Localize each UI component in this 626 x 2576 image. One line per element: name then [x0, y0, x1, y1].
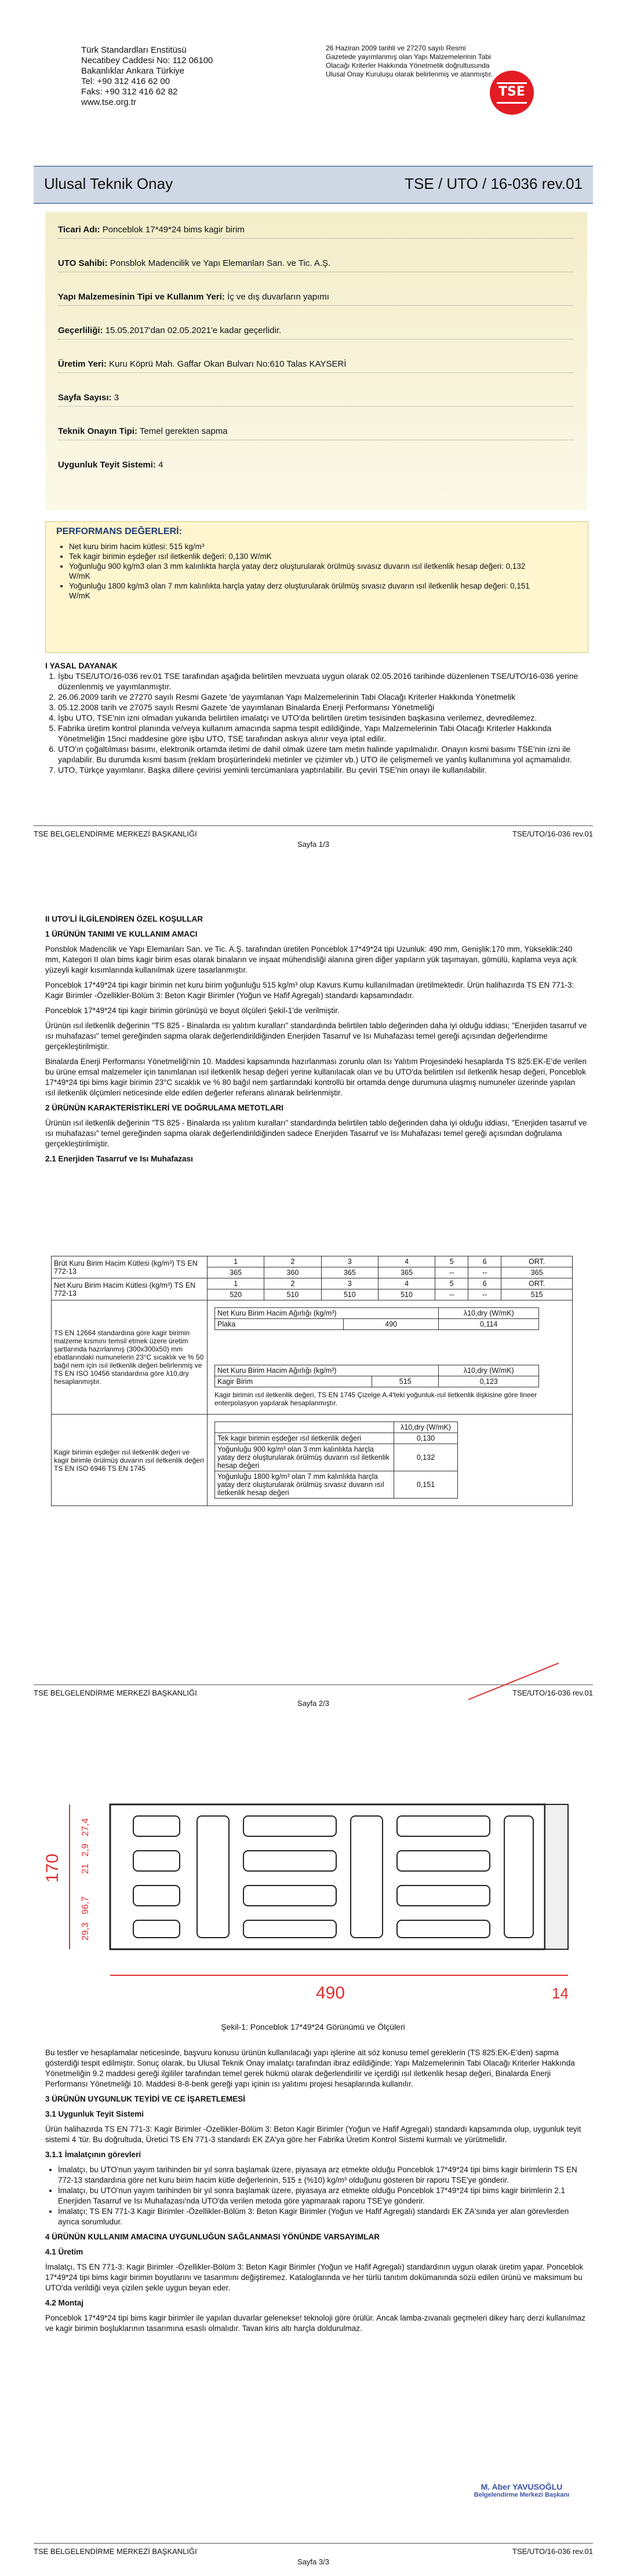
- cavity: [133, 1920, 180, 1938]
- cavity: [397, 1920, 490, 1938]
- legal-basis-section: [45, 660, 587, 775]
- table-cell: 0,123: [439, 1376, 539, 1387]
- section-4-1-paragraph: İmalatçı, TS EN 771-3: Kagir Birimler -Özellikler-Bölüm 3: Beton Kagir Birimler (Yoğun ve Hafif Agregalı) standardının uygun olarak üretim yapar. Ponceblok 17*49*24 tipi bims kagir birimin boyutlarını ve tasarımını değiştiremez. Kataloglarında ve her türlü tanıtım dokümanında sözü edilen ürünü ve maksimum bu UTO'da verildiği veya çizilen şekle uygun beyan eder.: [45, 2263, 584, 2292]
- table-cell: 365: [208, 1267, 264, 1278]
- org-fax: Faks: +90 312 416 62 82: [81, 87, 178, 97]
- thermal-tables: [51, 1256, 573, 1506]
- page-1: [0, 0, 626, 859]
- table-cell: Yoğunluğu 1800 kg/m³ olan 7 mm kalınlıkta harçla yatay derz oluşturularak örülmüş sıvasız duvarın ısıl iletkenlik hesap değeri: [215, 1471, 394, 1499]
- table-header: λ10,dry (W/mK): [439, 1308, 539, 1319]
- table-header: λ10,dry (W/mK): [439, 1365, 539, 1376]
- table-cell: --: [435, 1289, 468, 1300]
- info-trade-name: Ticari Adı: Ponceblok 17*49*24 bims kagir birim: [58, 225, 574, 239]
- org-name: Türk Standardları Enstitüsü: [81, 45, 187, 55]
- footer-page-number: Sayfa 1/3: [297, 840, 329, 849]
- table-cell: 2: [264, 1278, 321, 1289]
- section-4-2-title: 4.2 Montaj: [45, 2299, 84, 2307]
- info-page-count: Sayfa Sayısı: 3: [58, 393, 574, 407]
- page-footer: [34, 825, 593, 849]
- interpolation-note: Kagir birimin ısıl iletkenlik değeri, TS EN 1745 Çizelge A.4'teki yoğunluk-ısıl iletkenlik ilişkisine göre lineer enterpolasyon yapılarak hesaplanmıştır.: [214, 1391, 537, 1407]
- info-conformity-system: Uygunluk Teyit Sistemi: 4: [58, 460, 163, 470]
- legal-item: 5. Fabrika üretim kontrol planında ve/veya kullanım amacında sapma tespit edildiğinde, Yapı Malzemelerinin Tabi Olacağı Kriterler Hakkında Yönetmeliğin 15nci maddesine göre işbu UTO, TSE tarafından askıya alınır veya iptal edilir.: [58, 723, 587, 744]
- legal-item: 2. 26.06.2009 tarih ve 27270 sayılı Resmi Gazete 'de yayımlanan Yapı Malzemelerinin Tabi Olacağı Kriterler Hakkında Yönetmelik: [58, 692, 587, 702]
- table-cell: --: [435, 1267, 468, 1278]
- tse-logo: [490, 71, 534, 115]
- title-band: [34, 166, 593, 204]
- table-cell: 515: [501, 1289, 573, 1300]
- plate-table: [214, 1307, 539, 1330]
- section-1-paragraph: Ürünün ısıl iletkenlik değerinin "TS 825 - Binalarda ısı yalıtım kuralları" standardında belirtilen tablo değerinden daha iyi olduğu iddiası; "Enerjiden tasarruf ve ısı muhafazası" temel gereğinden sapma olarak değerlendirildiğinden Enerjiden Tasarruf ve Isı Muhafazası temel gereği açısından değerlendirme gerçekleştirilmiştir.: [45, 1021, 587, 1051]
- table-cell: --: [468, 1267, 501, 1278]
- unit-table: [214, 1365, 539, 1387]
- cavity: [397, 1886, 490, 1906]
- table-cell: 365: [378, 1267, 435, 1278]
- cavity: [504, 1816, 533, 1938]
- section-2-paragraph: Ürünün ısıl iletkenlik değerinin "TS 825 - Binalarda ısı yalıtım kuralları" standardında belirtilen tablo değerinden daha iyi olduğu iddiası, "Enerjiden tasarruf ve ısı muhafazası" temel gereğinden sapma olarak değerlendirildiğinden sadece Enerjiden Tasarruf ve Isı Muhafazası temel gereği açısından doğrulama gerçekleştirilmiştir.: [45, 1119, 587, 1148]
- info-owner: UTO Sahibi: Ponsblok Madencilik ve Yapı Elemanları San. ve Tic. A.Ş.: [58, 258, 574, 272]
- section-4-2-paragraph: Ponceblok 17*49*24 tipi bims kagir birimler ile yapılan duvarlar gelenekse! teknoloji göre örülür. Ancak lamba-zıvanalı geçmeleri dikey harç derzi kullanılmaz ve kagir birimin boşluklarının tasarımına esaslı olmalıdır. Tavan kiris altı harçla doldurulmaz.: [45, 2314, 585, 2333]
- dimension-label: 2,9: [81, 1843, 90, 1857]
- legal-item: 1. İşbu TSE/UTO/16-036 rev.01 TSE tarafından aşağıda belirtilen mevzuata uygun olarak 02.05.2016 tarihinde düzenlenen TSE/UTO/16-036 yerine düzenlenmiş ve yayımlanmıştır.: [58, 671, 587, 692]
- section-3-1-title: 3.1 Uygunluk Teyit Sistemi: [45, 2110, 144, 2118]
- table-cell: Tek kagir birimin eşdeğer ısıl iletkenlik değeri: [215, 1433, 394, 1444]
- info-validity: Geçerliliği: 15.05.2017'dan 02.05.2021'e kadar geçerlidir.: [58, 326, 574, 339]
- cavity: [351, 1816, 383, 1938]
- table-cell: Kagir Birim: [215, 1376, 372, 1387]
- tse-logo-text: TSE: [498, 85, 525, 99]
- duty-item: • İmalatçı; TS EN 771-3 Kagir Birimler -Özellikler-Bölüm 3: Beton Kagir Birimler (Yoğun ve Hafif Agregalı) standardı EK ZA'sında yer alan görevlerden ayrıca sorumludur.: [58, 2206, 587, 2227]
- dimension-label: 96,7: [81, 1896, 90, 1914]
- section-4-title: 4 ÜRÜNÜN KULLANIM AMACINA UYGUNLUĞUN SAĞLANMASI YÖNÜNDE VARSAYIMLAR: [45, 2232, 380, 2241]
- table-cell: 3: [321, 1256, 378, 1267]
- material-conductivity-label: TS EN 12664 standardına göre kagir birimin malzeme kısmını temsil etmek üzere üretim şartlarında hazırlanmış (300x300x50) mm ebatlarındaki numunelerin 23°C sıcaklık ve % 50 bağıl nem için ısıl iletkenlik değeri belirlenmiş ve TS EN ISO 10456 standardına göre λ10,dry hesaplanmıştır.: [52, 1300, 208, 1415]
- table-cell: 5: [435, 1278, 468, 1289]
- equivalent-conductivity-cell: [208, 1415, 573, 1506]
- table-cell: ORT.: [501, 1278, 573, 1289]
- plate-measurement-cell: [208, 1300, 573, 1415]
- table-cell: 510: [378, 1289, 435, 1300]
- table-cell: 1: [208, 1278, 264, 1289]
- table-cell: Plaka: [215, 1319, 344, 1330]
- info-approval-type: Teknik Onayın Tipi: Temel gerekten sapma: [58, 426, 574, 440]
- table-cell: 365: [321, 1267, 378, 1278]
- dimension-label: 29,3: [81, 1922, 90, 1941]
- length-dimension: 490: [316, 1983, 345, 2003]
- section-1-paragraph: Ponsblok Madencilik ve Yapı Elemanları San. ve Tic. A.Ş. tarafından üretilen Ponceblok 17*49*24 tipi Uzunluk: 490 mm, Genişlik:170 mm, Yükseklik:240 mm, Kategori II olan bims kagir birim esas olarak binaların ve inşaat mühendisliği alanına giren diğer yapıların yük taşımayan, gömülü, kaplama veya açık yüzeyli kagir kısımlarında kullanılmak üzere tasarlanmıştır.: [45, 945, 577, 974]
- performance-item: • Yoğunluğu 900 kg/m3 olan 3 mm kalınlıkta harçla yatay derz oluşturularak örülmüş sıvasız duvarın ısıl iletkenlik hesap değeri: 0,132 W/mK: [69, 561, 544, 581]
- cavity: [197, 1816, 229, 1938]
- section-3-1-1-title: 3.1.1 İmalatçının görevleri: [45, 2150, 141, 2159]
- performance-list: [57, 542, 544, 601]
- legal-basis-list: [45, 671, 587, 775]
- legal-item: 4. İşbu UTO, TSE'nin izni olmadan yukarıda belirtilen imalatçı ve UTO'da belirtilen üretim tesisinden başkasına verilemez, devredilemez.: [58, 712, 587, 723]
- duty-item: • İmalatçı, bu UTO'nun yayım tarihinden bir yıl sonra başlamak üzere, piyasaya arz etmekte olduğu Ponceblok 17*49*24 tipi bims kagir birimlerin 2.1 Enerjiden Tasarruf ve Isı Muhafazası'nda UTO'da verilen metoda göre yapmaraak raporu TSE'ye gönderir.: [58, 2186, 587, 2206]
- doc-type-title: Ulusal Teknik Onay: [44, 175, 173, 192]
- conclusion-paragraph: Bu testler ve hesaplamalar neticesinde, başvuru konusu ürünün kullanılacağı yapı işlerine ait söz konusu temel gereklerin (TS 825:EK-E'den) sapma gösterdiği tespit edilmiştir. Sonuç olarak, bu Ulusal Teknik Onay imalatçı tarafından ibraz edildiğinde; Yapı Malzemelerinin Tabi Olacağı Kriterler Hakkında Yönetmeliğin 9.2 maddesi gereği ilgililer tarafından temel gerek hükmü olarak değerlendirilir ve içerdiği ısıl iletkenlik hesap değeri, Binalarda Enerji Performansı Yönetmeliği 10. Maddesi 8-8-benk gereği yapı içinin ısı yalıtımı projesi hesaplarında kullanılır.: [45, 2048, 575, 2088]
- footer-doc-number: TSE/UTO/16-036 rev.01: [512, 2547, 593, 2556]
- table-cell: 0,114: [439, 1319, 539, 1330]
- table-cell: 0,151: [394, 1471, 458, 1499]
- footer-org: TSE BELGELENDİRME MERKEZİ BAŞKANLIĞI: [34, 830, 197, 838]
- table-cell: 6: [468, 1256, 501, 1267]
- table-cell: 1: [208, 1256, 264, 1267]
- table-header: [215, 1422, 394, 1433]
- table-cell: 365: [501, 1267, 573, 1278]
- page-2: [0, 859, 626, 1718]
- org-address-2: Bakanlıklar Ankara Türkiye: [81, 66, 185, 76]
- info-production-site: Üretim Yeri: Kuru Köprü Mah. Gaffar Okan Bulvarı No:610 Talas KAYSERİ: [58, 359, 574, 373]
- section-1-title: 1 ÜRÜNÜN TANIMI VE KULLANIM AMACI: [45, 930, 198, 938]
- wall-dimension: 14: [552, 1985, 569, 2002]
- legal-item: 6. UTO'ın çoğaltılması basımı, elektronik ortamda iletimi de dahil olmak üzere tam metin halinde yapılmalıdır. Onayın kısmi basımı TSE'nin izni ile yapılabilir. Bu durumda kısmi basım (reklam broşürlerindeki metinler ve çizimler vb.) UTO ile çelişmemeli ve yanlış kullanımına yol açmamalıdır.: [58, 744, 587, 765]
- table-header: λ10,dry (W/mK): [394, 1422, 458, 1433]
- accreditation-notice: 26 Haziran 2009 tarihli ve 27270 sayılı Resmi Gazetede yayımlanmış olan Yapı Malzemelerinin Tabi Olacağı Kriterler Hakkında Yönetmelik doğrultusunda Ulusal Onay Kuruluşu olarak belirlenmiş ve atanmıştır.: [326, 44, 493, 78]
- performance-box: [45, 521, 588, 653]
- special-conditions-title: II UTO'Lİ İLGİLENDİREN ÖZEL KOŞULLAR: [45, 915, 203, 923]
- page-footer: [34, 2543, 593, 2566]
- section-4-1-title: 4.1 Üretim: [45, 2248, 83, 2256]
- table-cell: 0,132: [394, 1444, 458, 1471]
- section-2-1-title: 2.1 Enerjiden Tasarruf ve Isı Muhafazası: [45, 1154, 193, 1163]
- table-cell: 360: [264, 1267, 321, 1278]
- table-header: Net Kuru Birim Hacim Ağırlığı (kg/m³): [215, 1308, 439, 1319]
- table-cell: 490: [343, 1319, 439, 1330]
- cavity: [243, 1851, 336, 1871]
- special-conditions: [45, 914, 587, 1169]
- performance-item: • Tek kagir birimin eşdeğer ısıl iletkenlik değeri: 0,130 W/mK: [69, 551, 544, 561]
- footer-doc-number: TSE/UTO/16-036 rev.01: [512, 830, 593, 838]
- org-tel: Tel: +90 312 416 62 00: [81, 76, 170, 86]
- cavity: [133, 1816, 180, 1836]
- cavity: [243, 1816, 336, 1836]
- gross-density-label: Brüt Kuru Birim Hacim Kütlesi (kg/m³) TS EN 772-13: [52, 1256, 208, 1278]
- cavity: [133, 1886, 180, 1906]
- footer-doc-number: TSE/UTO/16-036 rev.01: [512, 1689, 593, 1697]
- dimension-label: 21: [81, 1864, 90, 1874]
- dimension-label: 27,4: [81, 1818, 90, 1836]
- legal-item: 7. UTO, Türkçe yayımlanır. Başka dillere çevirisi yeminli tercümanlara yaptırılabilir. Bu çeviri TSE'nin onayı ile kullanılabilir.: [58, 765, 587, 775]
- table-header: Net Kuru Birim Hacim Ağırlığı (kg/m³): [215, 1365, 439, 1376]
- height-dimension: 170: [43, 1853, 62, 1883]
- signature-stamp: [464, 2482, 580, 2523]
- duty-item: • İmalatçı, bu UTO'nun yayım tarihinden bir yıl sonra başlamak üzere, piyasaya arz etmekte olduğu Ponceblok 17*49*24 tipi bims kagir birimlerin TS EN 772-13 standardına göre net kuru birim hacim kütle değerlerinin, 515 ± (%10) kg/m³ olduğunu gösteren bir raporu TSE'ye gönderir.: [58, 2165, 587, 2186]
- org-web: www.tse.org.tr: [81, 97, 137, 107]
- performance-item: • Yoğunluğu 1800 kg/m3 olan 7 mm kalınlıkta harçla yatay derz oluşturularak örülmüş sıvasız duvarın ısıl iletkenlik hesap değeri: 0,151 W/mK: [69, 581, 544, 601]
- net-density-label: Net Kuru Birim Hacim Kütlesi (kg/m³) TS EN 772-13: [52, 1278, 208, 1300]
- cavity: [133, 1851, 180, 1871]
- info-usage: Yapı Malzemesinin Tipi ve Kullanım Yeri: İç ve dış duvarların yapımı: [58, 292, 574, 306]
- signature-name: M. Aber YAVUSOĞLU: [481, 2482, 563, 2491]
- footer-org: TSE BELGELENDİRME MERKEZİ BAŞKANLIĞI: [34, 2547, 197, 2556]
- doc-number: TSE / UTO / 16-036 rev.01: [405, 175, 583, 192]
- info-box: [45, 212, 587, 510]
- manufacturer-duties-list: [45, 2165, 587, 2227]
- equivalent-table: [214, 1422, 458, 1499]
- cavity: [397, 1816, 490, 1836]
- performance-item: • Net kuru birim hacim kütlesi: 515 kg/m³: [69, 542, 544, 551]
- table-cell: 515: [372, 1376, 439, 1387]
- cavity: [243, 1886, 336, 1906]
- table-cell: 5: [435, 1256, 468, 1267]
- table-cell: --: [468, 1289, 501, 1300]
- table-cell: 510: [264, 1289, 321, 1300]
- section-3-1-paragraph: Ürün halihazırda TS EN 771-3: Kagir Birimler -Özellikler-Bölüm 3: Beton Kagir Birimler (Yoğun ve Hafif Agregalı) standardı kapsamında olup, uygunluk teyit sistemi 4 'tür. Bu doğrultuda, Üretici TS EN 771-3 standardı EK ZA'ya göre her Fabrika Üretim Kontrol Sistemi kurmalı ve yürütmelidir.: [45, 2125, 581, 2144]
- table-cell: 6: [468, 1278, 501, 1289]
- section-2-title: 2 ÜRÜNÜN KARAKTERİSTİKLERİ VE DOĞRULAMA METOTLARI: [45, 1104, 283, 1112]
- table-cell: 4: [378, 1278, 435, 1289]
- table-cell: 4: [378, 1256, 435, 1267]
- cavity: [397, 1851, 490, 1871]
- org-address-block: [81, 45, 213, 108]
- table-cell: 3: [321, 1278, 378, 1289]
- cavity: [243, 1920, 336, 1938]
- table-cell: ORT.: [501, 1256, 573, 1267]
- table-cell: Yoğunluğu 900 kg/m³ olan 3 mm kalınlıkta harçla yatay derz oluşturularak örülmüş duvarın ısıl iletkenlik hesap değeri: [215, 1444, 394, 1471]
- org-address-1: Necatibey Caddesi No: 112 06100: [81, 56, 213, 65]
- equivalent-conductivity-label: Kagir birimin eşdeğer ısıl iletkenlik değeri ve kagir birimle örülmüş duvarın ısıl iletkenlik değeri TS EN ISO 6946 TS EN 1745: [52, 1415, 208, 1506]
- section-1-paragraph: Ponceblok 17*49*24 tipi kagir birimin görünüşü ve boyut ölçüleri Şekil-1'de verilmiştir.: [45, 1006, 340, 1015]
- performance-title: PERFORMANS DEĞERLERİ:: [56, 527, 182, 536]
- section-3-title: 3 ÜRÜNÜN UYGUNLUK TEYİDİ VE CE İŞARETLEMESİ: [45, 2095, 246, 2103]
- table-cell: 510: [321, 1289, 378, 1300]
- table-cell: 2: [264, 1256, 321, 1267]
- block-end-face: [545, 1804, 568, 1949]
- table-cell: 0,130: [394, 1433, 458, 1444]
- signature-title: Belgelendirme Merkezi Başkanı: [474, 2491, 570, 2498]
- table-cell: 520: [208, 1289, 264, 1300]
- footer-page-number: Sayfa 2/3: [297, 1699, 329, 1708]
- section-1-paragraph: Binalarda Enerji Performansı Yönetmeliği'nin 10. Maddesi kapsamında hazırlanması zorunlu olan Isı Yalıtım Projesindeki hesaplarda TS 825:EK-E'de verilen bu ürüne emsal malzemeler için tanımlanan ısıl iletkenlik hesap değeri yerine kullanılacak olan ve bu UTO'da belirtilen ısıl iletkenlik hesap değeri, Ponceblok 17*49*24 tipi bims kagir birimin 23°C sıcaklık ve % 80 bağıl nem şartlarındaki kontrollü bir ortamda denge durumuna ulaşmış numuneler üzerinde yapılan ısıl iletkenlik ölçümleri neticesinde elde edilen değerler referans alınarak belirlenmiştir.: [45, 1057, 587, 1097]
- block-technical-drawing: [43, 1781, 580, 2013]
- legal-basis-title: I YASAL DAYANAK: [45, 661, 118, 670]
- density-table-gross: [51, 1256, 573, 1300]
- section-1-paragraph: Ponceblok 17*49*24 tipi kagir birimin net kuru birim yoğunluğu 515 kg/m³ olup Kavurs Kumu kullanılmadan üretilmektedir. Ürün halihazırda TS EN 771-3: Kagir Birimler -Özellikler-Bölüm 3: Beton Kagir Birimler (Yoğun ve Hafif Agregalı) standardı kapsamındadır.: [45, 981, 574, 1000]
- legal-item: 3. 05.12.2008 tarih ve 27075 sayılı Resmi Gazete 'de yayımlanan Binalarda Enerji Performansı Yönetmeliği: [58, 702, 587, 712]
- page-3-text: [45, 2048, 587, 2339]
- figure-caption: Şekil-1: Ponceblok 17*49*24 Görünümü ve Ölçüleri: [221, 2022, 405, 2031]
- footer-page-number: Sayfa 3/3: [297, 2557, 329, 2566]
- page-3: [0, 1718, 626, 2576]
- thermal-conductivity-table: [51, 1300, 573, 1506]
- footer-org: TSE BELGELENDİRME MERKEZİ BAŞKANLIĞI: [34, 1689, 197, 1697]
